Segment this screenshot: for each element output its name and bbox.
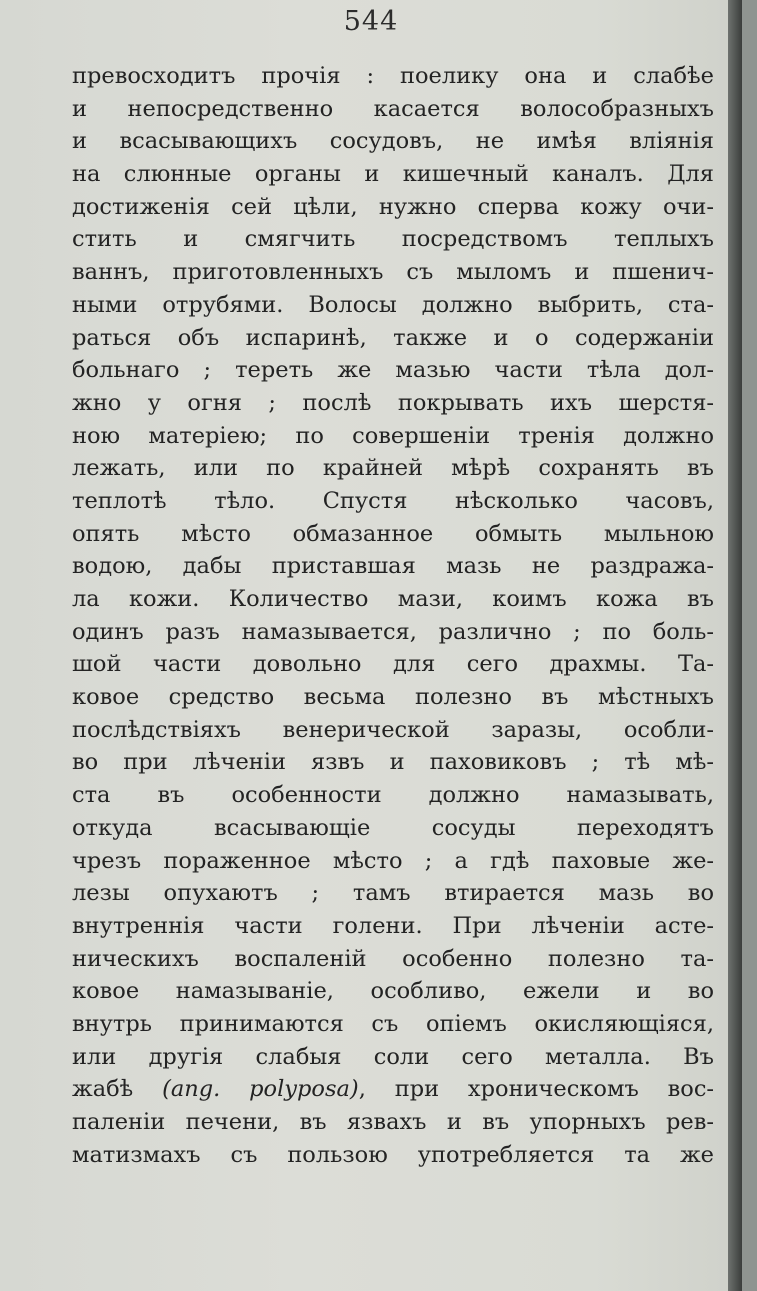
text-line-13: лежать, или по крайней мѣрѣ сохранять въ <box>72 455 714 482</box>
page-number: 544 <box>343 6 399 37</box>
text-line-7: ваннъ, приготовленныхъ съ мыломъ и пшенич- <box>72 259 714 286</box>
text-line-12: ною матеріею; по совершеніи тренія должно <box>72 422 714 449</box>
text-line-27: внутреннія части голени. При лѣченіи асте- <box>72 912 714 939</box>
text-line-28: ническихъ воспаленій особенно полезно та- <box>72 945 714 972</box>
text-line-5: достиженія сей цѣли, нужно сперва кожу очи- <box>72 193 714 220</box>
text-line-4: на слюнные органы и кишечный каналъ. Для <box>72 161 714 188</box>
text-line-23: ста въ особенности должно намазывать, <box>72 782 714 809</box>
text-line-32-start: жабѣ <box>72 1076 134 1103</box>
text-line-34: матизмахъ съ пользою употребляется та же <box>72 1141 714 1168</box>
text-line-24: откуда всасывающіе сосуды переходятъ <box>72 814 714 841</box>
text-line-17: ла кожи. Количество мази, коимъ кожа въ <box>72 586 714 612</box>
text-line-32-end: при хроническомъ вос- <box>394 1076 714 1103</box>
text-line-10: больнаго ; тереть же мазью части тѣла дол- <box>72 357 714 384</box>
text-line-14: теплотѣ тѣло. Спустя нѣсколько часовъ, <box>72 487 714 514</box>
text-line-16: водою, дабы приставшая мазь не раздража- <box>72 553 714 580</box>
text-line-26: лезы опухаютъ ; тамъ втирается мазь во <box>72 880 714 907</box>
text-line-20: ковое средство весьма полезно въ мѣстныхъ <box>72 684 714 711</box>
body-text <box>72 60 714 1171</box>
text-line-21: послѣдствіяхъ венерической заразы, особли- <box>72 716 714 743</box>
text-line-9: раться объ испаринѣ, также и о содержаніи <box>72 324 714 351</box>
text-line-1: превосходитъ прочія : поелику она и слабѣе <box>72 63 714 89</box>
text-line-2: и непосредственно касается волособразныхъ <box>72 95 714 122</box>
text-line-11: жно у огня ; послѣ покрывать ихъ шерстя- <box>72 389 714 416</box>
text-line-30: внутрь принимаются съ опіемъ окисляющіяся, <box>72 1010 714 1037</box>
text-line-6: стить и смягчить посредствомъ теплыхъ <box>72 226 714 253</box>
text-line-29: ковое намазываніе, особливо, ежели и во <box>72 978 714 1005</box>
text-line-33: паленіи печени, въ язвахъ и въ упорныхъ рев- <box>72 1109 714 1135</box>
text-line-15: опять мѣсто обмазанное обмыть мыльною <box>72 520 714 547</box>
text-line-19: шой части довольно для сего драхмы. Та- <box>72 651 714 678</box>
text-line-8: ными отрубями. Волосы должно выбрить, ста- <box>72 291 714 318</box>
latin-term-comma: , <box>358 1076 366 1103</box>
text-line-32 <box>72 1073 714 1106</box>
text-line-3: и всасывающихъ сосудовъ, не имѣя вліянія <box>72 128 714 155</box>
text-line-31: или другія слабыя соли сего металла. Въ <box>72 1043 714 1070</box>
latin-term: (ang. polyposa) <box>162 1076 359 1103</box>
text-line-22: во при лѣченіи язвъ и паховиковъ ; тѣ мѣ- <box>72 749 714 776</box>
text-line-25: чрезъ пораженное мѣсто ; а гдѣ паховые же- <box>72 847 714 874</box>
text-line-18: одинъ разъ намазывается, различно ; по боль- <box>72 618 714 645</box>
page-edge-shadow <box>728 0 742 1291</box>
